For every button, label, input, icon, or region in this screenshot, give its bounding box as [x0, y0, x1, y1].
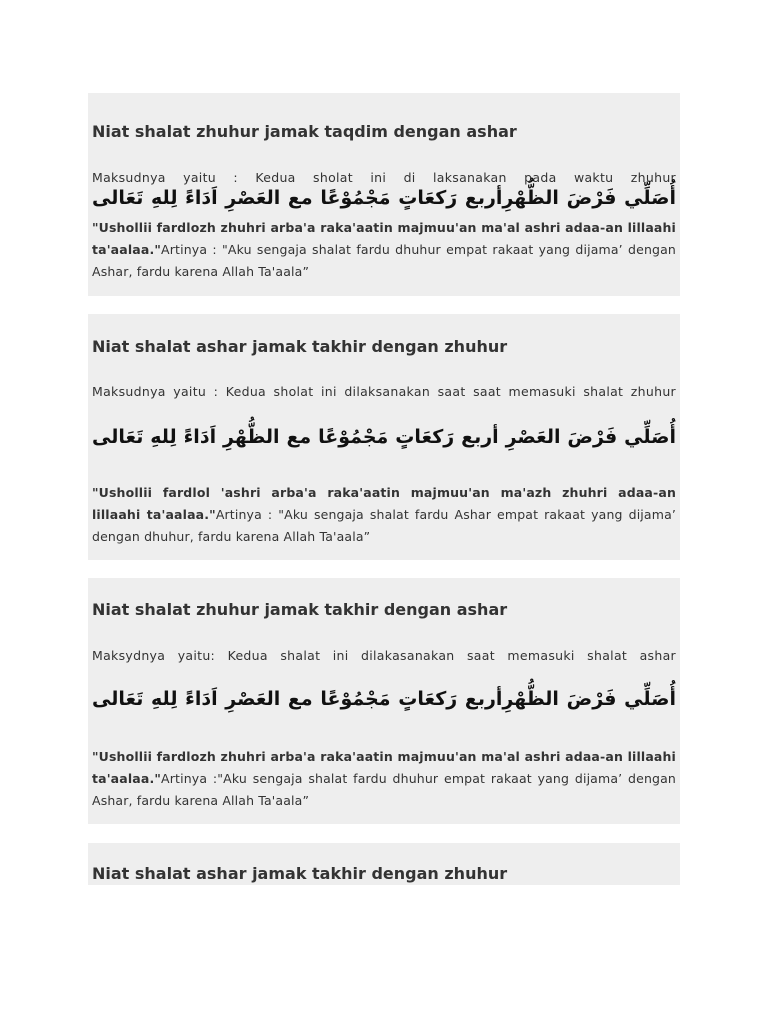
section-intro: Maksudnya yaitu : Kedua sholat ini dilaksanakan saat saat memasuki shalat zhuhur	[92, 384, 676, 399]
meaning-text: Artinya : "Aku sengaja shalat fardu dhuhur empat rakaat yang dijama’ dengan Ashar, fardu karena Allah Ta'aala”	[92, 242, 676, 279]
section-card	[88, 843, 680, 885]
section-intro: Maksudnya yaitu : Kedua sholat ini di laksanakan pada waktu zhuhur	[92, 170, 676, 185]
section-title: Niat shalat ashar jamak takhir dengan zhuhur	[92, 864, 508, 883]
section-title: Niat shalat zhuhur jamak taqdim dengan ashar	[92, 122, 517, 141]
arabic-niat-text: أُصَلِّي فَرْضَ العَصْرِ أربع رَكعَاتٍ مَجْمُوْعًا مع الظُّهْرِ اَدَاءً لِلهِ تَعَالى	[92, 426, 676, 448]
section-intro: Maksydnya yaitu: Kedua shalat ini dilakasanakan saat memasuki shalat ashar	[92, 648, 676, 663]
section-card	[88, 314, 680, 560]
arabic-niat-text: أُصَلِّي فَرْضَ الظُّهْرِأربع رَكعَاتٍ مَجْمُوْعًا مع العَصْرِ اَدَاءً لِلهِ تَعَالى	[92, 187, 676, 209]
arabic-niat-text: أُصَلِّي فَرْضَ الظُّهْرِأربع رَكعَاتٍ مَجْمُوْعًا مع العَصْرِ اَدَاءً لِلهِ تَعَالى	[92, 688, 676, 710]
section-title: Niat shalat ashar jamak takhir dengan zhuhur	[92, 337, 508, 356]
section-title: Niat shalat zhuhur jamak takhir dengan ashar	[92, 600, 508, 619]
section-card	[88, 578, 680, 824]
latin-transliteration: "Ushollii fardlozh zhuhri arba'a raka'aatin majmuu'an ma'al ashri adaa-an lillaahi ta'aalaa."	[92, 220, 676, 257]
latin-transliteration: "Ushollii fardlozh zhuhri arba'a raka'aatin majmuu'an ma'al ashri adaa-an lillaahi ta'aalaa."	[92, 749, 676, 786]
niat-transliteration-and-meaning	[92, 746, 676, 812]
meaning-text: Artinya : "Aku sengaja shalat fardu Ashar empat rakaat yang dijama’ dengan dhuhur, fardu karena Allah Ta'aala”	[92, 507, 677, 544]
niat-transliteration-and-meaning	[92, 217, 676, 283]
meaning-text: Artinya :"Aku sengaja shalat fardu dhuhur empat rakaat yang dijama’ dengan Ashar, fardu karena Allah Ta'aala”	[92, 771, 676, 808]
latin-transliteration: "Ushollii fardlol 'ashri arba'a raka'aatin majmuu'an ma'azh zhuhri adaa-an lillaahi ta'aalaa."	[92, 485, 676, 522]
section-card	[88, 93, 680, 296]
niat-transliteration-and-meaning	[92, 482, 676, 548]
